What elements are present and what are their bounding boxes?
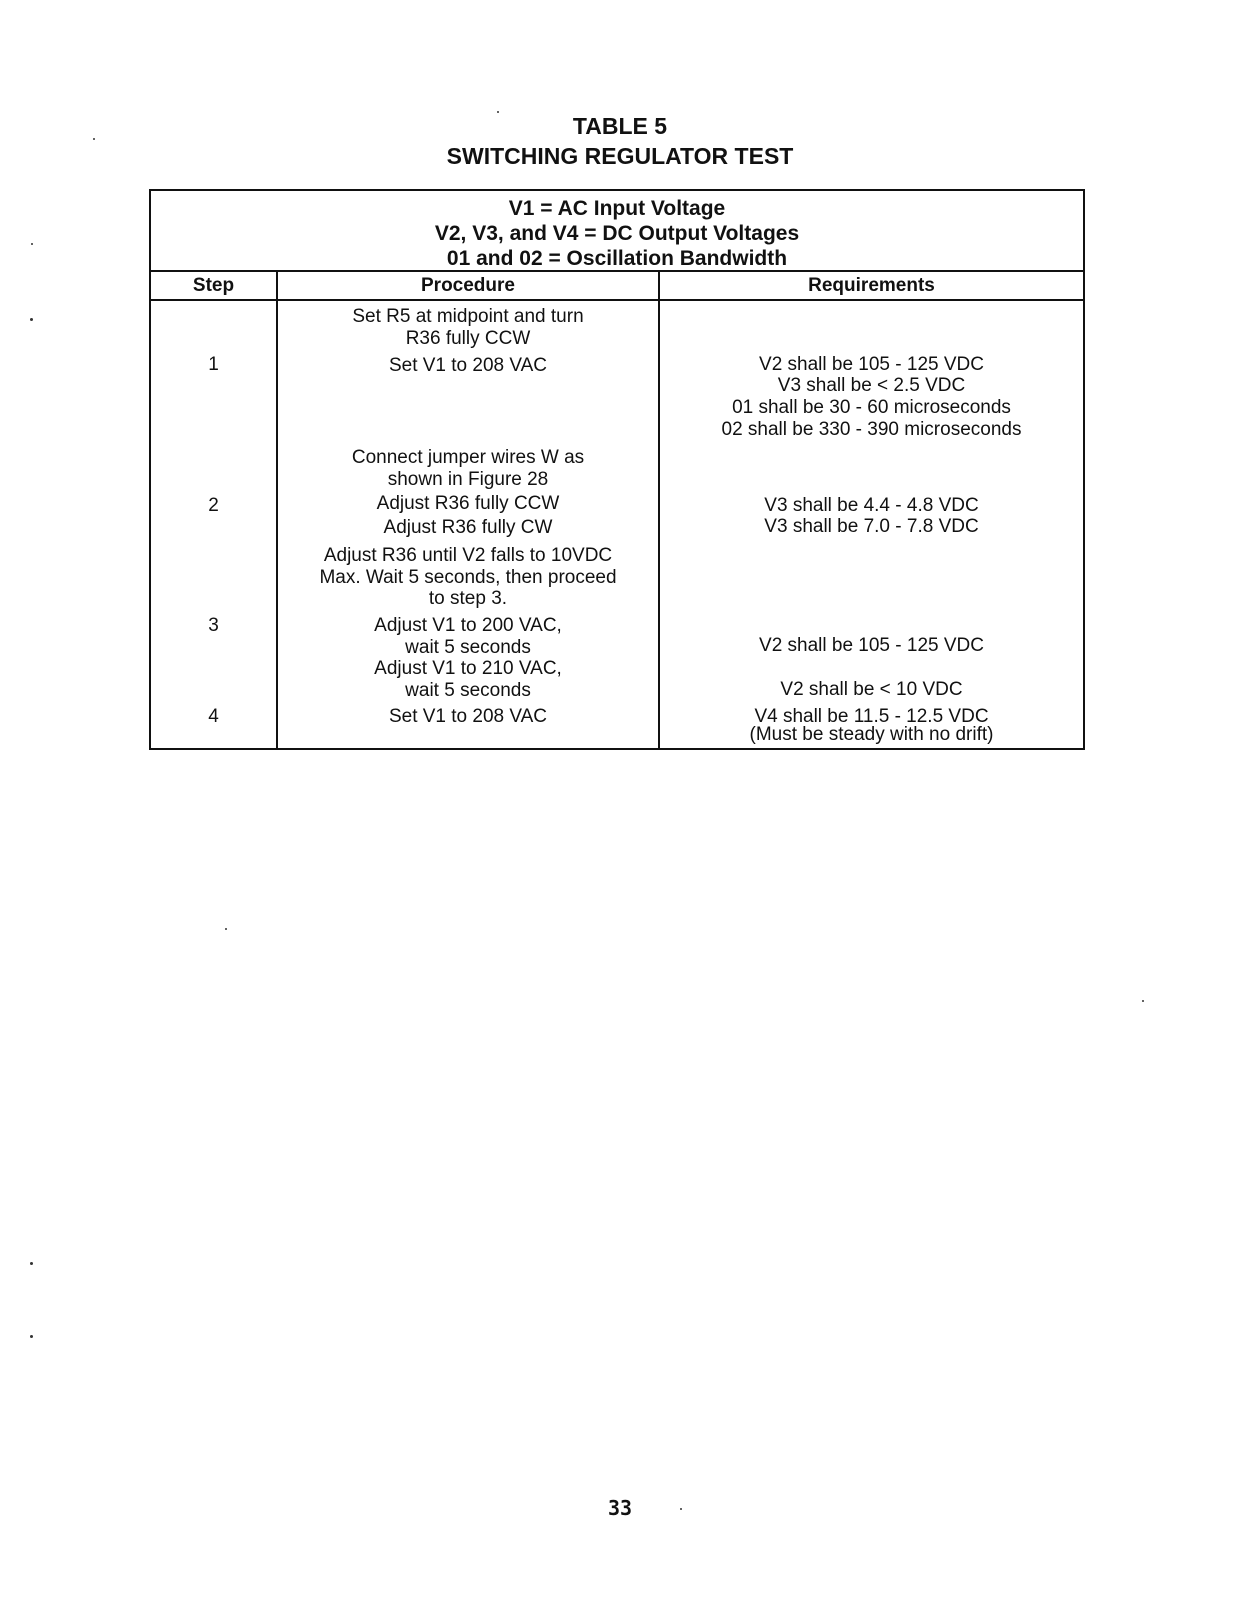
procedure-line: shown in Figure 28	[387, 469, 549, 490]
scan-speck	[680, 1508, 682, 1510]
requirement-line: 02 shall be 330 - 390 microseconds	[721, 419, 1022, 440]
requirement-line: V3 shall be 4.4 - 4.8 VDC	[764, 495, 979, 516]
header-step: Step	[192, 275, 235, 296]
step-4: 4	[208, 706, 219, 727]
procedure-line: wait 5 seconds	[405, 680, 531, 701]
requirement-line: V3 shall be 7.0 - 7.8 VDC	[764, 516, 979, 537]
procedure-line: to step 3.	[428, 588, 508, 609]
header-procedure: Procedure	[421, 275, 515, 296]
legend-v1: V1 = AC Input Voltage	[508, 197, 726, 220]
procedure-line: Adjust R36 until V2 falls to 10VDC	[323, 545, 613, 566]
table-subtitle: SWITCHING REGULATOR TEST	[446, 143, 794, 169]
table-title: TABLE 5	[572, 113, 668, 139]
step-3: 3	[208, 615, 219, 636]
requirement-line: V2 shall be 105 - 125 VDC	[759, 354, 984, 375]
scan-speck	[31, 243, 33, 245]
procedure-line: Connect jumper wires W as	[351, 447, 585, 468]
switching-regulator-test-table	[149, 189, 1085, 750]
procedure-line: Adjust V1 to 200 VAC,	[374, 615, 562, 636]
scan-speck	[30, 318, 33, 321]
procedure-line: wait 5 seconds	[405, 637, 531, 658]
procedure-line: Max. Wait 5 seconds, then proceed	[319, 567, 617, 588]
legend-dc-outputs: V2, V3, and V4 = DC Output Voltages	[434, 222, 800, 245]
legend-oscillation: 01 and 02 = Oscillation Bandwidth	[446, 247, 788, 270]
procedure-line: Set V1 to 208 VAC	[388, 706, 548, 727]
requirement-line: V3 shall be < 2.5 VDC	[777, 375, 966, 396]
requirement-line: V2 shall be < 10 VDC	[780, 679, 963, 700]
requirement-line: V4 shall be 11.5 - 12.5 VDC	[754, 706, 989, 727]
procedure-line: R36 fully CCW	[405, 328, 531, 349]
requirement-line: V2 shall be 105 - 125 VDC	[759, 635, 984, 656]
table-legend	[151, 191, 1083, 272]
procedure-line: Adjust R36 fully CW	[383, 517, 553, 538]
scan-speck	[225, 928, 227, 930]
requirement-line: 01 shall be 30 - 60 microseconds	[732, 397, 1011, 418]
header-requirements: Requirements	[808, 275, 935, 296]
scan-speck	[30, 1335, 33, 1338]
procedure-line: Adjust V1 to 210 VAC,	[374, 658, 562, 679]
requirement-line: (Must be steady with no drift)	[749, 724, 994, 745]
scan-speck	[497, 111, 499, 113]
procedure-line: Set R5 at midpoint and turn	[352, 306, 584, 327]
procedure-line: Set V1 to 208 VAC	[388, 355, 548, 376]
page-number: 33	[607, 1496, 633, 1520]
scan-speck	[1142, 1000, 1144, 1002]
table-header-row	[151, 272, 1083, 301]
scan-speck	[30, 1262, 33, 1265]
step-1: 1	[208, 354, 219, 375]
step-2: 2	[208, 495, 219, 516]
procedure-line: Adjust R36 fully CCW	[376, 493, 560, 514]
scan-speck	[93, 138, 95, 140]
